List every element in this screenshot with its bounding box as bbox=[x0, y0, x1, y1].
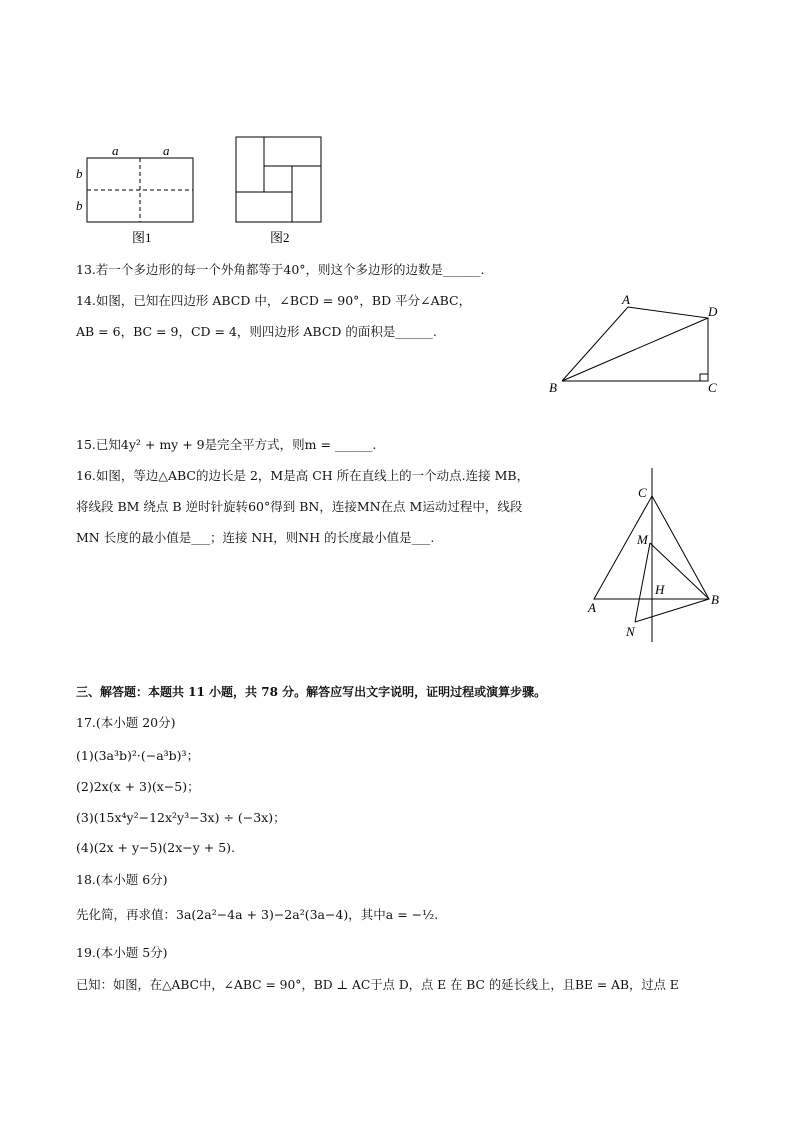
question-18-text: 先化简，再求值：3a(2a²−4a + 3)−2a²(3a−4)，其中a = −½. bbox=[76, 907, 439, 922]
question-17-item-4: (4)(2x + y−5)(2x−y + 5). bbox=[76, 840, 236, 855]
fig16-label-C: C bbox=[638, 485, 647, 500]
fig2-caption: 图2 bbox=[270, 230, 290, 245]
fig1-label-a-left: a bbox=[112, 143, 119, 158]
figure-question-14 bbox=[540, 290, 730, 400]
figure-question-16 bbox=[580, 460, 730, 650]
fig1-label-b-bottom: b bbox=[76, 198, 83, 213]
question-14-line-2: AB = 6，BC = 9，CD = 4，则四边形 ABCD 的面积是______. bbox=[76, 324, 437, 339]
question-17-title: 17.(本小题 20分) bbox=[76, 715, 176, 730]
question-16-line-2: 将线段 BM 绕点 B 逆时针旋转60°得到 BN，连接MN在点 M运动过程中，线段 bbox=[76, 499, 523, 514]
question-16-line-3: MN 长度的最小值是___；连接 NH，则NH 的长度最小值是___. bbox=[76, 530, 435, 545]
question-16-line-1: 16.如图，等边△ABC的边长是 2，M是高 CH 所在直线上的一个动点.连接 MB， bbox=[76, 468, 530, 483]
question-15: 15.已知4y² + my + 9是完全平方式，则m = ______. bbox=[76, 437, 377, 452]
fig14-label-B: B bbox=[549, 380, 557, 395]
question-13: 13.若一个多边形的每一个外角都等于40°，则这个多边形的边数是______. bbox=[76, 262, 485, 277]
question-14-line-1: 14.如图，已知在四边形 ABCD 中，∠BCD = 90°，BD 平分∠ABC， bbox=[76, 293, 472, 308]
fig16-label-B: B bbox=[711, 592, 719, 607]
fig14-label-D: D bbox=[708, 304, 718, 319]
figure-1 bbox=[70, 140, 210, 250]
section-3-heading: 三、解答题：本题共 11 小题，共 78 分。解答应写出文字说明，证明过程或演算步骤。 bbox=[76, 685, 547, 699]
fig14-label-C: C bbox=[708, 380, 717, 395]
fig16-label-H: H bbox=[655, 582, 665, 597]
fig14-label-A: A bbox=[622, 292, 630, 307]
question-17-item-3: (3)(15x⁴y²−12x²y³−3x) ÷ (−3x)； bbox=[76, 810, 286, 825]
question-19-title: 19.(本小题 5分) bbox=[76, 945, 168, 960]
fig16-label-M: M bbox=[637, 532, 648, 547]
question-17-item-1: (1)(3a³b)²·(−a³b)³； bbox=[76, 748, 200, 763]
question-19-text: 已知：如图，在△ABC中，∠ABC = 90°，BD ⊥ AC于点 D，点 E 在 BC 的延长线上，且BE = AB，过点 E bbox=[76, 978, 679, 992]
fig1-label-b-top: b bbox=[76, 166, 83, 181]
fig16-label-N: N bbox=[626, 624, 635, 639]
fig1-label-a-right: a bbox=[163, 143, 170, 158]
figure-2 bbox=[230, 130, 330, 248]
question-17-item-2: (2)2x(x + 3)(x−5)； bbox=[76, 779, 200, 794]
fig1-caption: 图1 bbox=[132, 230, 152, 245]
fig16-label-A: A bbox=[588, 600, 596, 615]
question-18-title: 18.(本小题 6分) bbox=[76, 872, 168, 887]
